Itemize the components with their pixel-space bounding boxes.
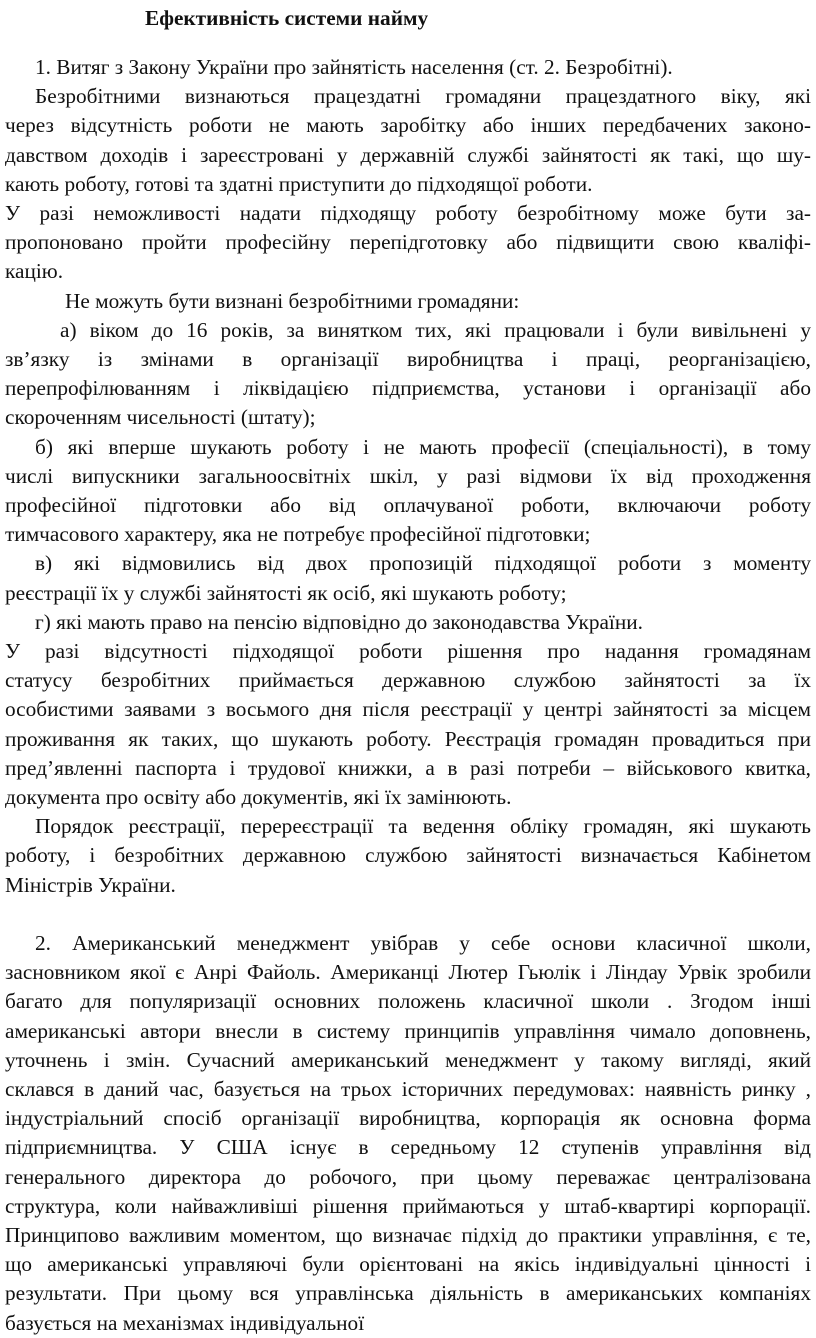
- text-line: генерального директора до робочого, при цьому переважає централізована: [5, 1164, 811, 1189]
- text-line: 2. Американський менеджмент увібрав у себе основи класичної школи,: [35, 931, 811, 955]
- text-line: американські автори внесли в систему принципів управління чимало доповнень,: [5, 1018, 811, 1043]
- text-line: кають роботу, готові та здатні приступити до підходящої роботи.: [5, 171, 593, 196]
- text-line: в) які відмовились від двох пропозицій підходящої роботи з моменту: [35, 551, 811, 576]
- text-line: результати. При цьому вся управлінська діяльність в американських компаніях: [5, 1281, 811, 1306]
- text-line: г) які мають право на пенсію відповідно до законодавства України.: [35, 609, 643, 634]
- text-line: кацію.: [5, 259, 64, 284]
- text-line: через відсутність роботи не мають заробітку або інших передбачених законо-: [5, 113, 811, 138]
- text-line: Не можуть бути визнані безробітними громадяни:: [65, 288, 520, 313]
- text-line: пропоновано пройти професійну перепідготовку або підвищити свою кваліфі-: [5, 230, 811, 255]
- text-line: уточнень і змін. Сучасний американський менеджмент у такому вигляді, який: [5, 1047, 811, 1072]
- text-line: професійної підготовки або від оплачуваної роботи, включаючи роботу: [5, 493, 811, 517]
- text-line: давством доходів і зареєстровані у державній службі зайнятості як такі, що шу-: [5, 142, 811, 167]
- text-line: проживання як таких, що шукають роботу. Реєстрація громадян провадиться при: [5, 726, 811, 751]
- text-line: роботу, і безробітних державною службою зайнятості визначається Кабінетом: [5, 843, 811, 868]
- text-line: реєстрації їх у службі зайнятості як осіб, які шукають роботу;: [5, 580, 567, 605]
- text-line: Принципово важливим моментом, що визначає підхід до практики управління, є те,: [5, 1223, 811, 1247]
- text-line: індустріальний спосіб організації виробництва, корпорація як основна форма: [5, 1106, 811, 1131]
- text-line: [5, 899, 811, 929]
- text-line: перепрофілюванням і ліквідацією підприємства, установи і організації або: [5, 376, 811, 401]
- text-line: зв’язку із змінами в організації виробництва і праці, реорганізацією,: [5, 347, 811, 371]
- text-line: структура, коли найважливіші рішення приймаються у штаб-квартирі корпорації.: [5, 1193, 811, 1218]
- text-line: а) віком до 16 років, за винятком тих, які працювали і були вивільнені у: [60, 317, 811, 342]
- text-line: що американські управляючі були орієнтовані на якісь індивідуальні цінності і: [5, 1252, 811, 1277]
- text-line: Порядок реєстрації, перереєстрації та ведення обліку громадян, які шукають: [35, 814, 811, 839]
- text-line: У разі відсутності підходящої роботи рішення про надання громадянам: [5, 639, 811, 663]
- text-line: багато для популяризації основних положень класичної школи . Згодом інші: [5, 989, 811, 1014]
- text-line: тимчасового характеру, яка не потребує професійної підготовки;: [5, 522, 591, 547]
- text-line: 1. Витяг з Закону України про зайнятість населення (ст. 2. Безробітні).: [35, 55, 673, 79]
- text-line: статусу безробітних приймається державною службою зайнятості за їх: [5, 668, 811, 693]
- text-line: Безробітними визнаються працездатні громадяни працездатного віку, які: [35, 84, 811, 109]
- text-line: склався в даний час, базується на трьох історичних передумовах: наявність ринку ,: [5, 1077, 811, 1101]
- text-line: базується на механізмах індивідуальної: [5, 1310, 365, 1335]
- document-title: Ефективність системи найму: [145, 6, 429, 30]
- text-line: пред’явленні паспорта і трудової книжки, а в разі потреби – військового квитка,: [5, 755, 811, 780]
- text-line: числі випускники загальноосвітніх шкіл, у разі відмови їх від проходження: [5, 463, 811, 488]
- text-line: документа про освіту або документів, які їх замінюють.: [5, 785, 512, 809]
- text-line: Міністрів України.: [5, 872, 176, 897]
- text-line: підприємництва. У США існує в середньому 12 ступенів управління від: [5, 1135, 811, 1160]
- text-line: У разі неможливості надати підходящу роботу безробітному може бути за-: [5, 201, 811, 225]
- text-line: засновником якої є Анрі Файоль. Американці Лютер Гьюлік і Ліндау Урвік зробили: [5, 960, 811, 985]
- text-line: особистими заявами з восьмого дня після реєстрації у центрі зайнятості за місцем: [5, 697, 811, 722]
- text-line: скороченням чисельності (штату);: [5, 405, 316, 430]
- text-line: б) які вперше шукають роботу і не мають професії (спеціальності), в тому: [35, 434, 811, 459]
